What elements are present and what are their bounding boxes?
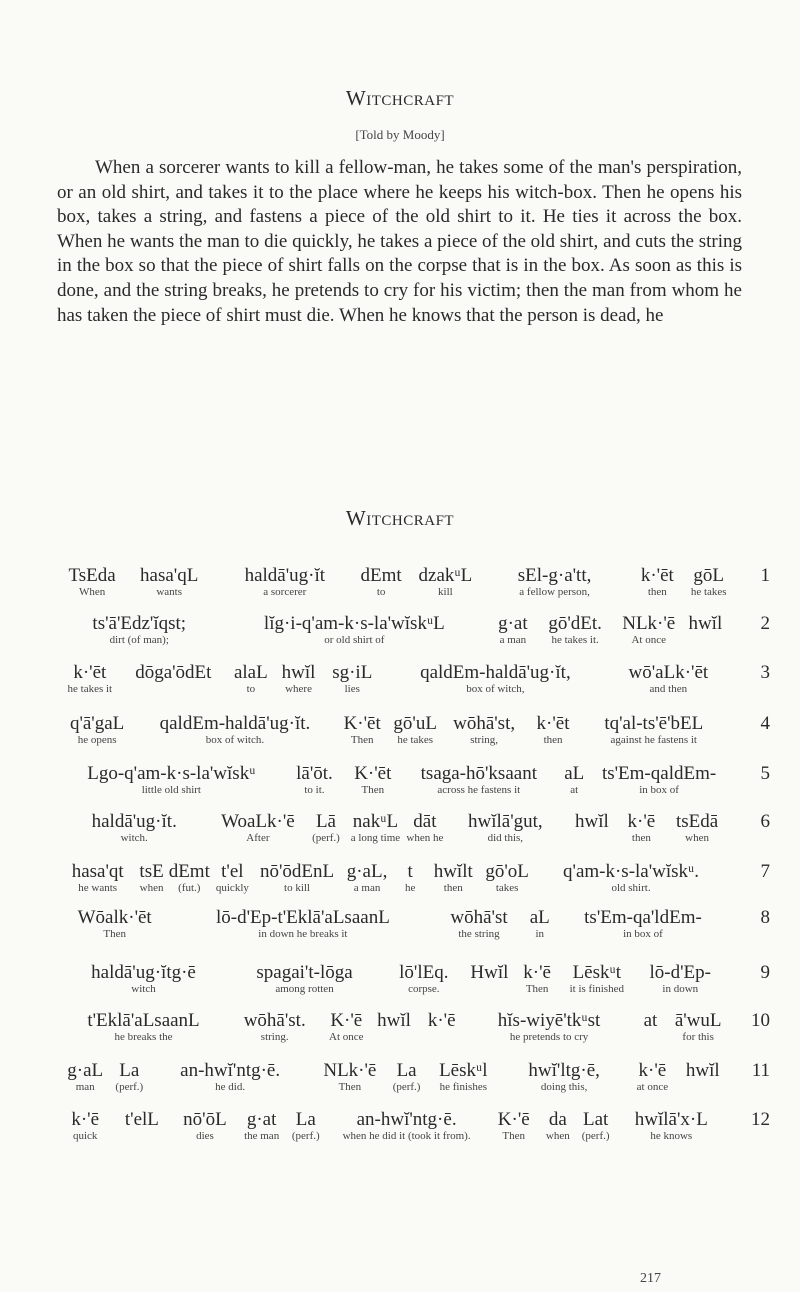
word-group bbox=[590, 763, 728, 796]
native-word: La bbox=[396, 1060, 417, 1081]
word-group bbox=[169, 907, 436, 940]
word-group bbox=[633, 962, 728, 995]
word-group bbox=[168, 861, 211, 894]
word-group bbox=[615, 613, 683, 646]
native-word: wō'aLk·'ēt bbox=[628, 662, 709, 683]
line-number: 5 bbox=[760, 763, 770, 784]
gloss: a man bbox=[353, 882, 381, 894]
native-word: tsaga-hō'ksaant bbox=[420, 763, 537, 784]
native-word: La bbox=[295, 1109, 316, 1130]
native-word: t bbox=[407, 861, 413, 882]
translation-paragraph: When a sorcerer wants to kill a fellow-man, he takes some of the man's perspiration, or an old shirt, and takes it to the place where he keeps his witch-box. Then he opens his box, takes a string, and fastens a piece of the old shirt to it. He ties it across the box. When he wants the man to die quickly, he takes a piece of the old shirt, and cuts the string in the box so that the piece of shirt falls on the corpse that is in the box. As soon as this is done, and the string breaks, he pretends to cry for his victim; then the man from whom he has taken the piece of shirt must die. When he knows that the person is dead, he bbox=[57, 157, 742, 326]
page-title: Witchcraft bbox=[345, 86, 455, 110]
native-word: hwĭlā'x·L bbox=[634, 1109, 708, 1130]
interlinear-line bbox=[60, 962, 770, 1002]
native-word: Hwĭl bbox=[470, 962, 509, 983]
word-group bbox=[60, 713, 134, 746]
line-number: 9 bbox=[760, 962, 770, 983]
word-group bbox=[539, 1109, 577, 1142]
line-number: 4 bbox=[760, 713, 770, 734]
gloss: (fut.) bbox=[178, 882, 201, 894]
gloss: (perf.) bbox=[392, 1081, 421, 1093]
gloss: in box of bbox=[639, 784, 679, 796]
interlinear-line bbox=[60, 1060, 770, 1100]
native-word: ts'Em-qa'ldEm- bbox=[584, 907, 702, 928]
word-group bbox=[227, 1010, 322, 1043]
gloss: the string bbox=[458, 928, 500, 940]
native-word: k·'ē bbox=[638, 1060, 667, 1081]
gloss: when he did it (took it from). bbox=[342, 1130, 471, 1142]
gloss: to bbox=[246, 683, 256, 695]
word-group bbox=[283, 763, 347, 796]
native-word: at bbox=[643, 1010, 658, 1031]
gloss: Then bbox=[361, 784, 385, 796]
word-group bbox=[609, 662, 728, 695]
native-word: haldā'ug·ĭtg·ē bbox=[91, 962, 196, 983]
word-group bbox=[633, 1010, 669, 1031]
native-word: wōhā'st, bbox=[453, 713, 516, 734]
word-group bbox=[466, 1010, 633, 1043]
word-group bbox=[322, 1010, 370, 1043]
native-word: ts'ā'Edz'ĭqst; bbox=[92, 613, 187, 634]
word-group bbox=[561, 962, 633, 995]
word-group bbox=[60, 861, 135, 894]
gloss: at once bbox=[636, 1081, 669, 1093]
gloss: when bbox=[545, 1130, 570, 1142]
word-group bbox=[208, 811, 307, 844]
word-group bbox=[110, 1060, 148, 1093]
word-group bbox=[346, 763, 399, 796]
word-group bbox=[668, 1010, 728, 1043]
line-number: 1 bbox=[760, 565, 770, 586]
gloss: witch. bbox=[120, 832, 148, 844]
gloss: little old shirt bbox=[141, 784, 201, 796]
gloss: or old shirt of bbox=[324, 634, 385, 646]
gloss: then bbox=[631, 832, 651, 844]
word-group bbox=[534, 861, 728, 894]
native-word: sEl-g·a'tt, bbox=[517, 565, 592, 586]
gloss: old shirt. bbox=[611, 882, 651, 894]
native-word: haldā'ug·ĭt. bbox=[91, 811, 177, 832]
word-group bbox=[484, 565, 625, 598]
gloss: in box of bbox=[623, 928, 663, 940]
gloss: takes bbox=[495, 882, 519, 894]
word-group bbox=[219, 613, 491, 646]
native-word: hwĭlā'gut, bbox=[467, 811, 543, 832]
gloss: a long time bbox=[350, 832, 401, 844]
gloss: a sorcerer bbox=[263, 586, 307, 598]
native-word: hwĭl bbox=[377, 1010, 411, 1031]
interlinear-line bbox=[60, 1109, 770, 1149]
native-word: Lēskᵘl bbox=[439, 1060, 488, 1081]
native-word: an-hwĭ'ntg·ē. bbox=[356, 1109, 457, 1130]
word-group bbox=[325, 1109, 489, 1142]
native-word: gōL bbox=[693, 565, 725, 586]
gloss: he takes it bbox=[67, 683, 113, 695]
line-number: 10 bbox=[751, 1010, 770, 1031]
word-group bbox=[627, 1060, 677, 1093]
gloss: witch bbox=[131, 983, 156, 995]
word-group bbox=[355, 565, 406, 598]
gloss: quick bbox=[72, 1130, 98, 1142]
word-group bbox=[580, 713, 728, 746]
gloss: in bbox=[535, 928, 544, 940]
word-group bbox=[689, 565, 728, 598]
section-title: Witchcraft bbox=[345, 506, 455, 530]
gloss: then bbox=[647, 586, 667, 598]
native-word: NLk·'ē bbox=[323, 1060, 377, 1081]
word-group bbox=[678, 1060, 728, 1081]
word-group bbox=[388, 1060, 426, 1093]
gloss: Then bbox=[103, 928, 126, 940]
gloss: At once bbox=[631, 634, 666, 646]
word-group bbox=[307, 811, 344, 844]
word-group bbox=[418, 1010, 466, 1031]
gloss: he wants bbox=[78, 882, 118, 894]
word-group bbox=[322, 662, 382, 695]
interlinear-line bbox=[60, 907, 770, 947]
word-group bbox=[489, 1109, 539, 1142]
native-word: ts'Em-qaldEm- bbox=[601, 763, 717, 784]
gloss: (perf.) bbox=[312, 832, 340, 844]
word-group bbox=[60, 907, 169, 940]
gloss: After bbox=[246, 832, 270, 844]
native-word: hasa'qt bbox=[71, 861, 124, 882]
gloss: At once bbox=[329, 1031, 364, 1043]
word-group bbox=[60, 1010, 227, 1043]
word-group bbox=[382, 662, 609, 695]
native-word: tq'al-ts'ē'bEL bbox=[604, 713, 704, 734]
line-number: 2 bbox=[760, 613, 770, 634]
native-word: hwĭl bbox=[685, 1060, 720, 1081]
gloss: Then bbox=[525, 983, 549, 995]
word-group bbox=[110, 1109, 173, 1130]
native-word: k·'ē bbox=[523, 962, 551, 983]
word-group bbox=[558, 763, 590, 796]
native-word: Lā bbox=[315, 811, 336, 832]
native-word: hwĭl bbox=[575, 811, 609, 832]
native-word: sg·iL bbox=[332, 662, 373, 683]
gloss: and then bbox=[649, 683, 688, 695]
native-word: k·'ēt bbox=[640, 565, 674, 586]
gloss: to it. bbox=[304, 784, 325, 796]
native-word: k·'ēt bbox=[536, 713, 570, 734]
native-word: lō-d'Ep-t'Eklā'aLsaanL bbox=[215, 907, 390, 928]
interlinear-line bbox=[60, 565, 770, 605]
word-group bbox=[683, 613, 728, 634]
word-group bbox=[60, 962, 227, 995]
native-word: k·'ē bbox=[627, 811, 656, 832]
gloss: when bbox=[139, 882, 164, 894]
gloss: against he fastens it bbox=[610, 734, 697, 746]
native-word: tsE bbox=[139, 861, 164, 882]
word-group bbox=[527, 713, 580, 746]
word-group bbox=[287, 1109, 325, 1142]
native-word: Lgo-q'am-k·s-la'wĭskᵘ bbox=[87, 763, 256, 784]
native-word: t'elL bbox=[124, 1109, 159, 1130]
word-group bbox=[426, 861, 480, 894]
word-group bbox=[60, 1109, 110, 1142]
native-word: haldā'ug·ĭt bbox=[244, 565, 326, 586]
gloss: did this, bbox=[487, 832, 524, 844]
word-group bbox=[60, 1060, 110, 1093]
gloss: Then bbox=[502, 1130, 526, 1142]
gloss: he did. bbox=[215, 1081, 246, 1093]
gloss: string, bbox=[470, 734, 499, 746]
native-word: hĭs-wiyē'tkᵘst bbox=[497, 1010, 601, 1031]
native-word: WoaLk·'ē bbox=[221, 811, 295, 832]
word-group bbox=[567, 811, 616, 832]
gloss: a man bbox=[499, 634, 527, 646]
word-group bbox=[60, 763, 283, 796]
gloss: where bbox=[285, 683, 312, 695]
native-word: t'Eklā'aLsaanL bbox=[87, 1010, 200, 1031]
word-group bbox=[148, 1060, 312, 1093]
gloss: the man bbox=[244, 1130, 280, 1142]
native-word: nakᵘL bbox=[352, 811, 399, 832]
word-group bbox=[211, 861, 254, 894]
gloss: he takes bbox=[690, 586, 727, 598]
gloss: among rotten bbox=[275, 983, 334, 995]
native-word: Lat bbox=[582, 1109, 609, 1130]
word-group bbox=[254, 861, 340, 894]
native-word: k·'ē bbox=[427, 1010, 456, 1031]
line-number: 3 bbox=[760, 662, 770, 683]
line-number: 12 bbox=[751, 1109, 770, 1130]
gloss: quickly bbox=[215, 882, 249, 894]
native-word: q'ā'gaL bbox=[69, 713, 125, 734]
native-word: k·'ē bbox=[71, 1109, 100, 1130]
word-group bbox=[173, 1109, 236, 1142]
native-word: gō'oL bbox=[485, 861, 529, 882]
word-group bbox=[522, 907, 558, 940]
gloss: he breaks the bbox=[114, 1031, 173, 1043]
native-word: K·'ēt bbox=[343, 713, 381, 734]
interlinear-line bbox=[60, 662, 770, 702]
gloss: in down he breaks it bbox=[258, 928, 348, 940]
word-group bbox=[124, 565, 214, 598]
word-group bbox=[275, 662, 323, 695]
gloss: he opens bbox=[77, 734, 117, 746]
native-word: Wōalk·'ēt bbox=[77, 907, 152, 928]
native-word: wōhā'st. bbox=[243, 1010, 306, 1031]
word-group bbox=[577, 1109, 615, 1142]
word-group bbox=[615, 1109, 728, 1142]
word-group bbox=[345, 811, 407, 844]
word-group bbox=[134, 713, 335, 746]
gloss: he takes bbox=[397, 734, 434, 746]
word-group bbox=[426, 1060, 502, 1093]
gloss: (perf.) bbox=[291, 1130, 320, 1142]
native-word: aL bbox=[564, 763, 585, 784]
page-number: 217 bbox=[640, 1271, 661, 1286]
gloss: Then bbox=[338, 1081, 362, 1093]
native-word: NLk·'ē bbox=[622, 613, 676, 634]
word-group bbox=[312, 1060, 388, 1093]
native-word: hasa'qL bbox=[140, 565, 199, 586]
native-word: ā'wuL bbox=[674, 1010, 722, 1031]
word-group bbox=[558, 907, 728, 940]
native-word: La bbox=[119, 1060, 140, 1081]
gloss: doing this, bbox=[540, 1081, 588, 1093]
word-group bbox=[382, 962, 466, 995]
native-word: g·at bbox=[498, 613, 528, 634]
word-group bbox=[370, 1010, 418, 1031]
word-group bbox=[389, 713, 442, 746]
native-word: nō'ōdEnL bbox=[259, 861, 335, 882]
interlinear-line bbox=[60, 613, 770, 653]
native-word: K·'ēt bbox=[354, 763, 392, 784]
word-group bbox=[666, 811, 728, 844]
gloss: dirt (of man); bbox=[109, 634, 169, 646]
interlinear-line bbox=[60, 1010, 770, 1050]
gloss: to kill bbox=[284, 882, 310, 894]
native-word: q'am-k·s-la'wĭskᵘ. bbox=[563, 861, 700, 882]
word-group bbox=[625, 565, 689, 598]
gloss: he bbox=[404, 882, 416, 894]
native-word: lō-d'Ep- bbox=[649, 962, 711, 983]
native-word: da bbox=[548, 1109, 567, 1130]
gloss: When bbox=[78, 586, 106, 598]
interlinear-line bbox=[60, 713, 770, 753]
line-number: 11 bbox=[751, 1060, 770, 1081]
native-word: tsEdā bbox=[675, 811, 719, 832]
word-group bbox=[60, 662, 120, 695]
word-group bbox=[214, 565, 355, 598]
word-group bbox=[442, 713, 527, 746]
gloss: at bbox=[570, 784, 579, 796]
native-word: dāt bbox=[413, 811, 437, 832]
word-group bbox=[437, 907, 522, 940]
word-group bbox=[617, 811, 666, 844]
gloss: he finishes bbox=[439, 1081, 487, 1093]
gloss: kill bbox=[438, 586, 453, 598]
word-group bbox=[340, 861, 394, 894]
native-word: dōga'ōdEt bbox=[135, 662, 212, 683]
line-number: 6 bbox=[760, 811, 770, 832]
gloss: for this bbox=[682, 1031, 714, 1043]
word-group bbox=[120, 662, 227, 683]
native-word: hwĭl bbox=[688, 613, 723, 634]
word-group bbox=[490, 613, 535, 646]
word-group bbox=[227, 962, 382, 995]
gloss: across he fastens it bbox=[437, 784, 521, 796]
gloss: box of witch. bbox=[205, 734, 265, 746]
native-word: K·'ē bbox=[497, 1109, 530, 1130]
native-word: dEmt bbox=[360, 565, 402, 586]
interlinear-line bbox=[60, 811, 770, 851]
word-group bbox=[60, 613, 219, 646]
gloss: he pretends to cry bbox=[509, 1031, 589, 1043]
native-word: lō'lEq. bbox=[399, 962, 449, 983]
native-word: gō'uL bbox=[393, 713, 437, 734]
word-group bbox=[406, 811, 443, 844]
gloss: (perf.) bbox=[581, 1130, 610, 1142]
native-word: qaldEm-haldā'ug·ĭt, bbox=[420, 662, 571, 683]
native-word: qaldEm-haldā'ug·ĭt. bbox=[159, 713, 311, 734]
native-word: lĭg·i-q'am-k·s-la'wĭskᵘL bbox=[263, 613, 445, 634]
native-word: hwĭ'ltg·ē, bbox=[528, 1060, 600, 1081]
word-group bbox=[536, 613, 615, 646]
native-word: g·aL, bbox=[346, 861, 388, 882]
interlinear-line bbox=[60, 861, 770, 901]
word-group bbox=[60, 811, 208, 844]
gloss: lies bbox=[344, 683, 360, 695]
word-group bbox=[513, 962, 561, 995]
native-word: hwĭl bbox=[281, 662, 316, 683]
word-group bbox=[227, 662, 275, 695]
gloss: to bbox=[376, 586, 386, 598]
gloss: wants bbox=[156, 586, 183, 598]
native-word: hwĭlt bbox=[433, 861, 473, 882]
native-word: dEmt bbox=[168, 861, 210, 882]
gloss: man bbox=[75, 1081, 95, 1093]
gloss: dies bbox=[196, 1130, 214, 1142]
line-number: 7 bbox=[760, 861, 770, 882]
gloss: string. bbox=[260, 1031, 289, 1043]
native-word: wōhā'st bbox=[450, 907, 508, 928]
word-group bbox=[236, 1109, 286, 1142]
native-word: spagai't-lōga bbox=[256, 962, 353, 983]
native-word: an-hwĭ'ntg·ē. bbox=[180, 1060, 281, 1081]
native-word: t'el bbox=[221, 861, 244, 882]
native-word: TsEda bbox=[68, 565, 116, 586]
native-word: g·at bbox=[246, 1109, 277, 1130]
gloss: box of witch, bbox=[466, 683, 525, 695]
gloss: then bbox=[543, 734, 563, 746]
native-word: K·'ē bbox=[330, 1010, 363, 1031]
interlinear-line bbox=[60, 763, 770, 803]
word-group bbox=[443, 811, 567, 844]
gloss: then bbox=[443, 882, 463, 894]
gloss: when he bbox=[406, 832, 444, 844]
native-word: g·aL bbox=[67, 1060, 104, 1081]
native-word: lā'ōt. bbox=[296, 763, 333, 784]
gloss: a fellow person, bbox=[519, 586, 590, 598]
gloss: corpse. bbox=[408, 983, 440, 995]
gloss: in down bbox=[662, 983, 699, 995]
word-group bbox=[60, 565, 124, 598]
native-word: k·'ēt bbox=[73, 662, 107, 683]
native-word: aL bbox=[529, 907, 550, 928]
gloss: he takes it. bbox=[551, 634, 599, 646]
attribution: [Told by Moody] bbox=[355, 127, 445, 142]
line-number: 8 bbox=[760, 907, 770, 928]
gloss: he knows bbox=[650, 1130, 693, 1142]
word-group bbox=[501, 1060, 627, 1093]
word-group bbox=[480, 861, 534, 894]
word-group bbox=[336, 713, 389, 746]
word-group bbox=[135, 861, 167, 894]
native-word: dzakᵘL bbox=[418, 565, 473, 586]
word-group bbox=[399, 763, 558, 796]
native-word: alaL bbox=[233, 662, 268, 683]
gloss: it is finished bbox=[569, 983, 624, 995]
native-word: Lēskᵘt bbox=[572, 962, 621, 983]
native-word: gō'dEt. bbox=[548, 613, 602, 634]
gloss: Then bbox=[350, 734, 374, 746]
gloss: (perf.) bbox=[115, 1081, 144, 1093]
native-word: nō'ōL bbox=[183, 1109, 227, 1130]
gloss: when bbox=[685, 832, 709, 844]
word-group bbox=[407, 565, 484, 598]
word-group bbox=[394, 861, 426, 894]
word-group bbox=[466, 962, 514, 983]
